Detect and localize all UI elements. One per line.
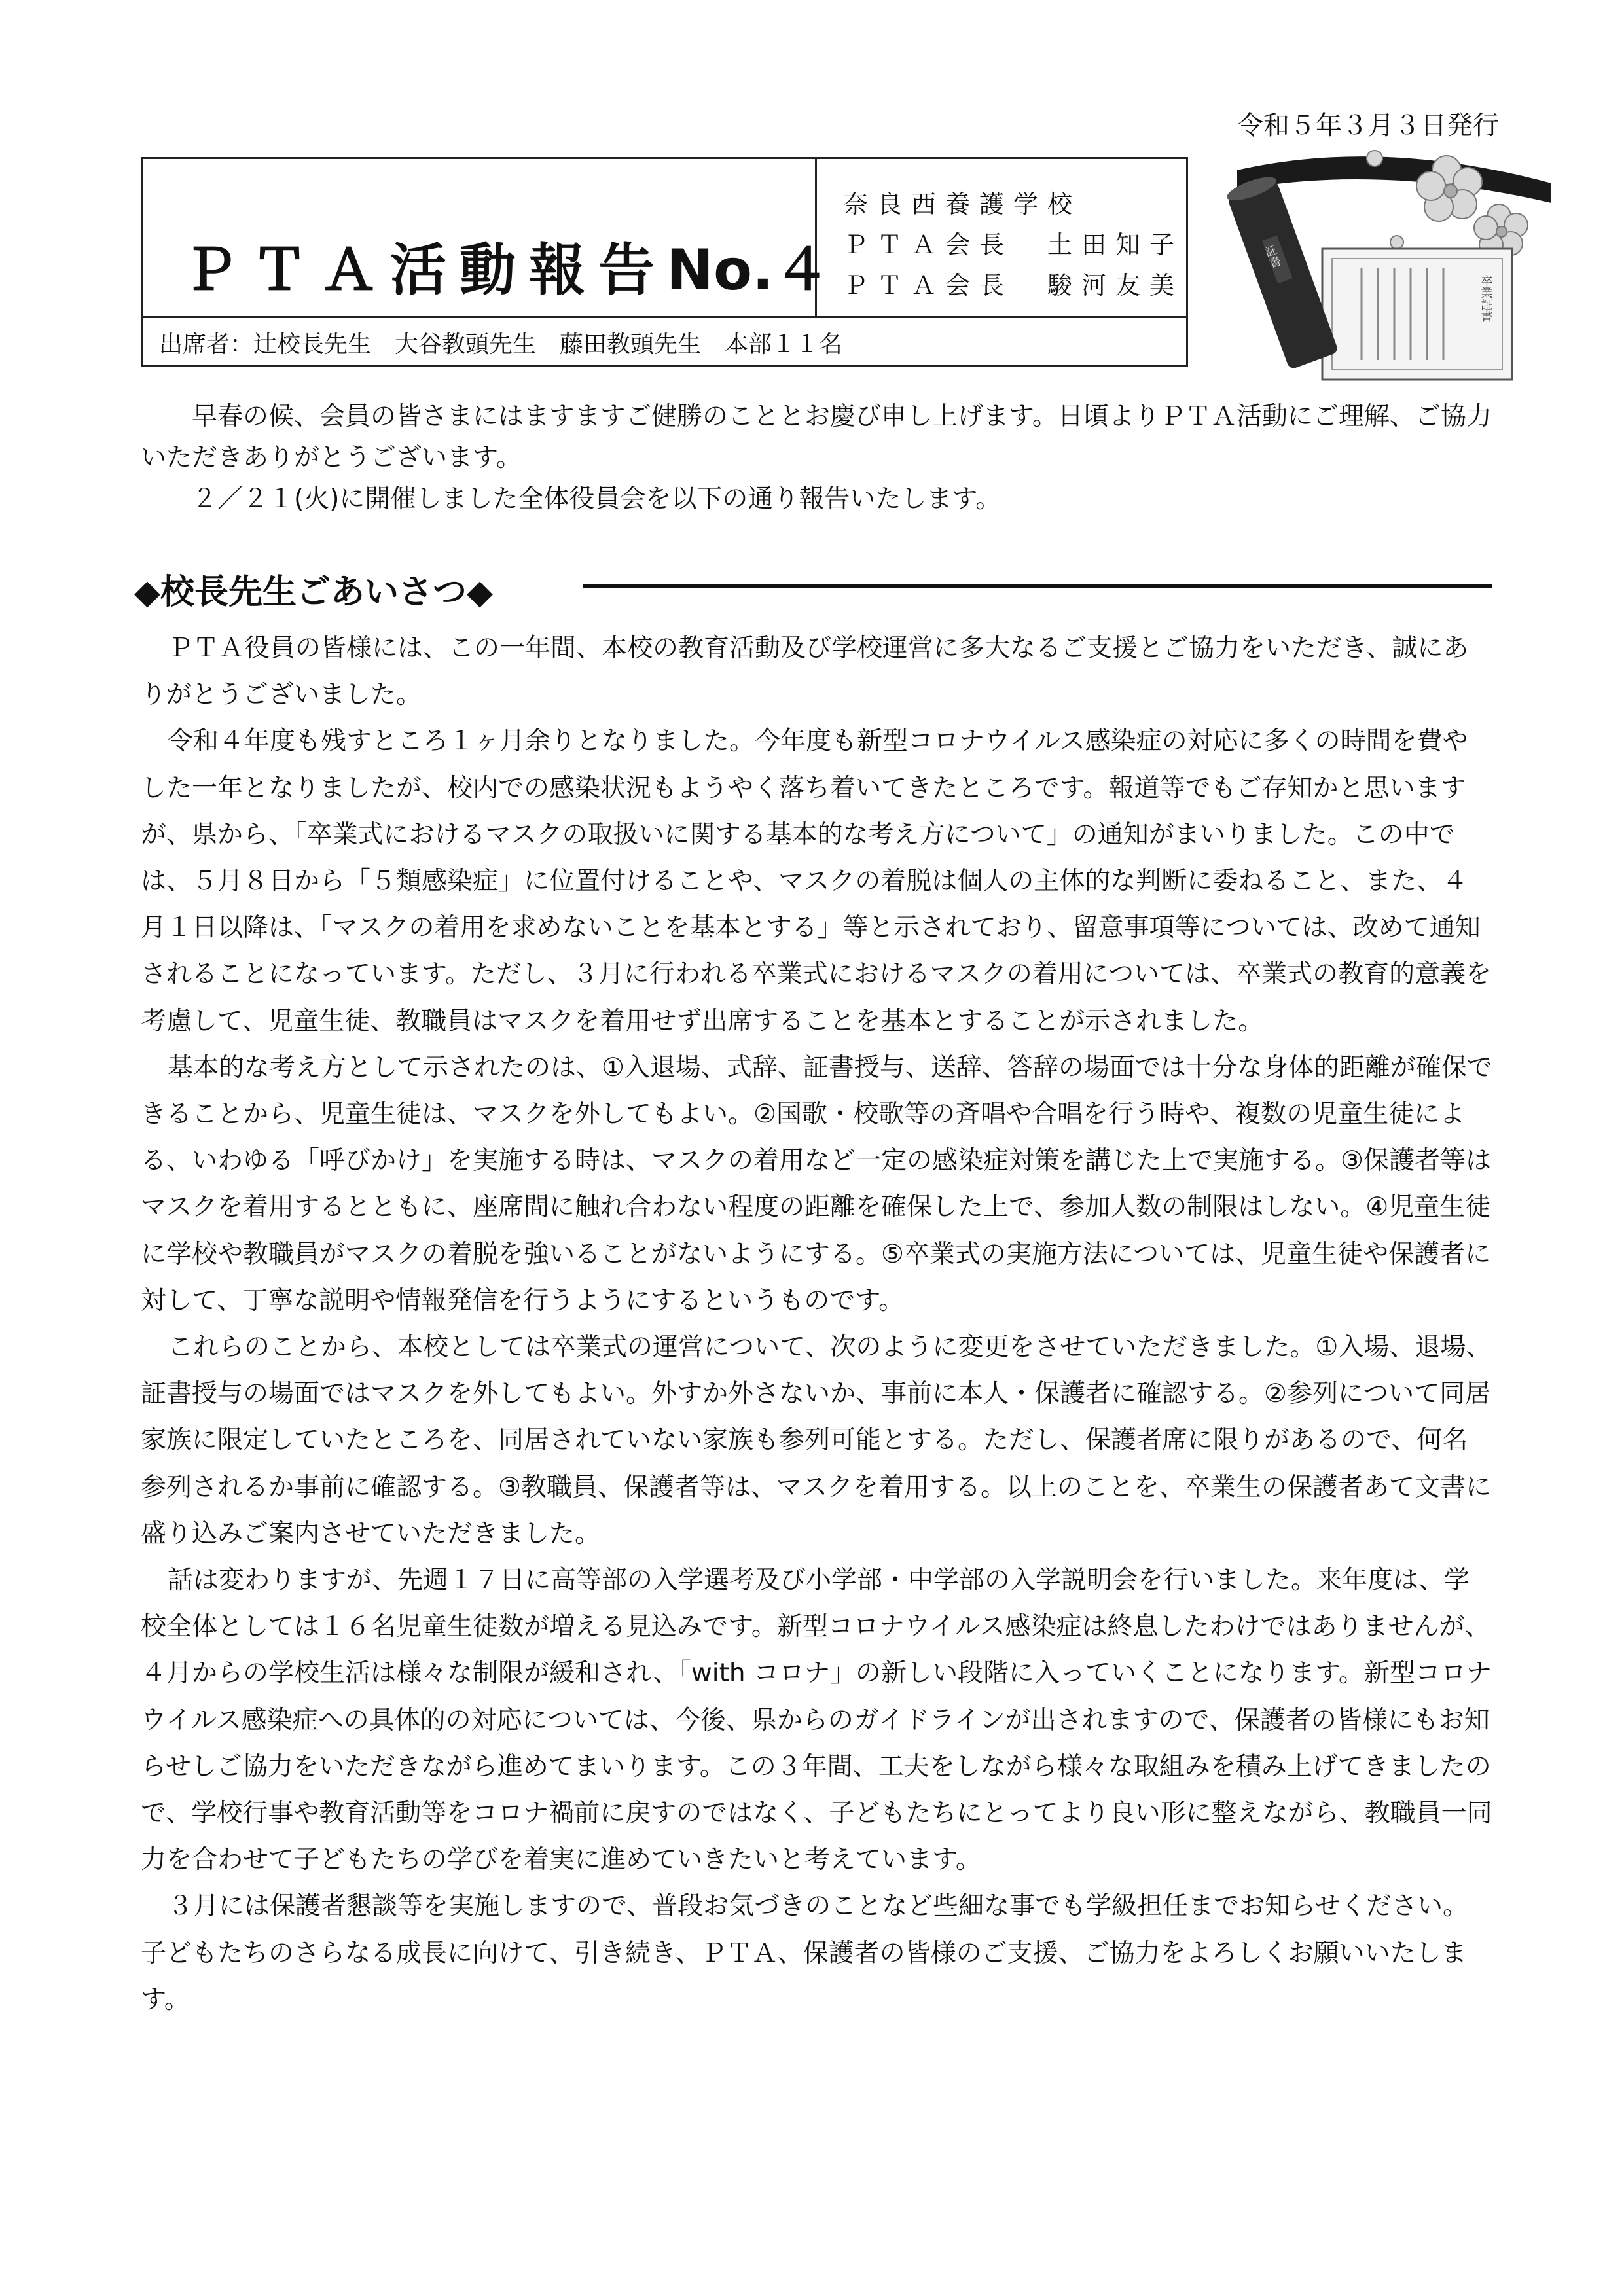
greeting-paragraph-2: 令和４年度も残すところ１ヶ月余りとなりました。今年度も新型コロナウイルス感染症の対応に多くの時間を費やした一年となりましたが、校内での感染状況もようやく落ち着いてきたところです。報道等でもご存知かと思いますが、県から、「卒業式におけるマスクの取扱いに関する基本的な考え方について」の通知がまいりました。この中では、５月８日から「５類感染症」に位置付けることや、マスクの着脱は個人の主体的な判断に委ねること、また、４月１日以降は、「マスクの着用を求めないことを基本とする」等と示されており、留意事項等については、改めて通知されることになっています。ただし、３月に行われる卒業式におけるマスクの着用については、卒業式の教育的意義を考慮して、児童生徒、教職員はマスクを着用せず出席することを基本とすることが示されました。	[141, 726, 1492, 1036]
tube-label: 証書	[1261, 243, 1283, 270]
greeting-paragraph-1: ＰＴＡ役員の皆様には、この一年間、本校の教育活動及び学校運営に多大なるご支援とご協力をいただき、誠にありがとうございました。	[141, 634, 1469, 710]
greeting-paragraph-6: ３月には保護者懇談等を実施しますので、普段お気づきのことなど些細な事でも学級担任までお知らせください。子どもたちのさらなる成長に向けて、引き続き、ＰＴＡ、保護者の皆様のご支援、ご協力をよろしくお願いいたします。	[141, 1892, 1468, 2015]
pta-president-1: ＰＴＡ会長 土田知子	[843, 230, 1184, 259]
ribbon-band	[1237, 156, 1551, 203]
intro-text	[141, 396, 1492, 520]
greeting-paragraph-5: 話は変わりますが、先週１７日に高等部の入学選考及び小学部・中学部の入学説明会を行いました。来年度は、学校全体としては１６名児童生徒数が増える見込みです。新型コロナウイルス感染症は終息したわけではありませんが、４月からの学校生活は様々な制限が緩和され、「with コロナ」の新しい段階に入っていくことになります。新型コロナウイルス感染症への具体的の対応については、今後、県からのガイドラインが出されますので、保護者の皆様にもお知らせしご協力をいただきながら進めてまいります。この３年間、工夫をしながら様々な取組みを積み上げてきましたので、学校行事や教育活動等をコロナ禍前に戻すのではなく、子どもたちにとってより良い形に整えながら、教職員一同力を合わせて子どもたちの学びを着実に進めていきたいと考えています。	[141, 1566, 1492, 1875]
certificate-label: 卒業証書	[1479, 275, 1493, 322]
pta-president-2: ＰＴＡ会長 駿河友美	[843, 271, 1184, 300]
section-heading: ◆校長先生ごあいさつ◆	[134, 573, 493, 612]
intro-paragraph-1: 早春の候、会員の皆さまにはますますご健勝のこととお慶び申し上げます。日頃よりＰＴＡ活動にご理解、ご協力いただきありがとうございます。	[141, 402, 1492, 473]
school-name: 奈良西養護学校	[843, 190, 1082, 219]
section-rule	[583, 584, 1492, 588]
greeting-paragraph-4: これらのことから、本校としては卒業式の運営について、次のように変更をさせていただきました。①入場、退場、証書授与の場面ではマスクを外してもよい。外すか外さないか、事前に本人・保護者に確認する。②参列について同居家族に限定していたところを、同居されていない家族も参列可能とする。ただし、保護者席に限りがあるので、何名参列されるか事前に確認する。③教職員、保護者等は、マスクを着用する。以上のことを、卒業生の保護者あて文書に盛り込みご案内させていただきました。	[141, 1333, 1492, 1549]
newsletter-header	[141, 157, 1188, 367]
graduation-diploma-illustration	[1211, 144, 1551, 393]
organization-info	[817, 159, 1188, 316]
greeting-paragraph-3: 基本的な考え方として示されたのは、①入退場、式辞、証書授与、送辞、答辞の場面では十分な身体的距離が確保できることから、児童生徒は、マスクを外してもよい。②国歌・校歌等の斉唱や合唱を行う時や、複数の児童生徒による、いわゆる「呼びかけ」を実施する時は、マスクの着用など一定の感染症対策を講じた上で実施する。③保護者等はマスクを着用するとともに、座席間に触れ合わない程度の距離を確保した上で、参加人数の制限はしない。④児童生徒に学校や教職員がマスクの着脱を強いることがないようにする。⑤卒業式の実施方法については、児童生徒や保護者に対して、丁寧な説明や情報発信を行うようにするというものです。	[141, 1052, 1492, 1316]
title-cell	[143, 159, 830, 316]
issue-number: No.４	[666, 238, 830, 303]
issue-date: 令和５年３月３日発行	[1237, 111, 1499, 141]
attendees-line: 出席者：辻校長先生 大谷教頭先生 藤田教頭先生 本部１１名	[159, 331, 843, 358]
intro-paragraph-2: ２／２１(火)に開催しました全体役員会を以下の通り報告いたします。	[192, 484, 1001, 514]
newsletter-title: ＰＴＡ活動報告	[182, 238, 668, 303]
principal-greeting	[141, 625, 1492, 2023]
certificate	[1322, 249, 1512, 380]
